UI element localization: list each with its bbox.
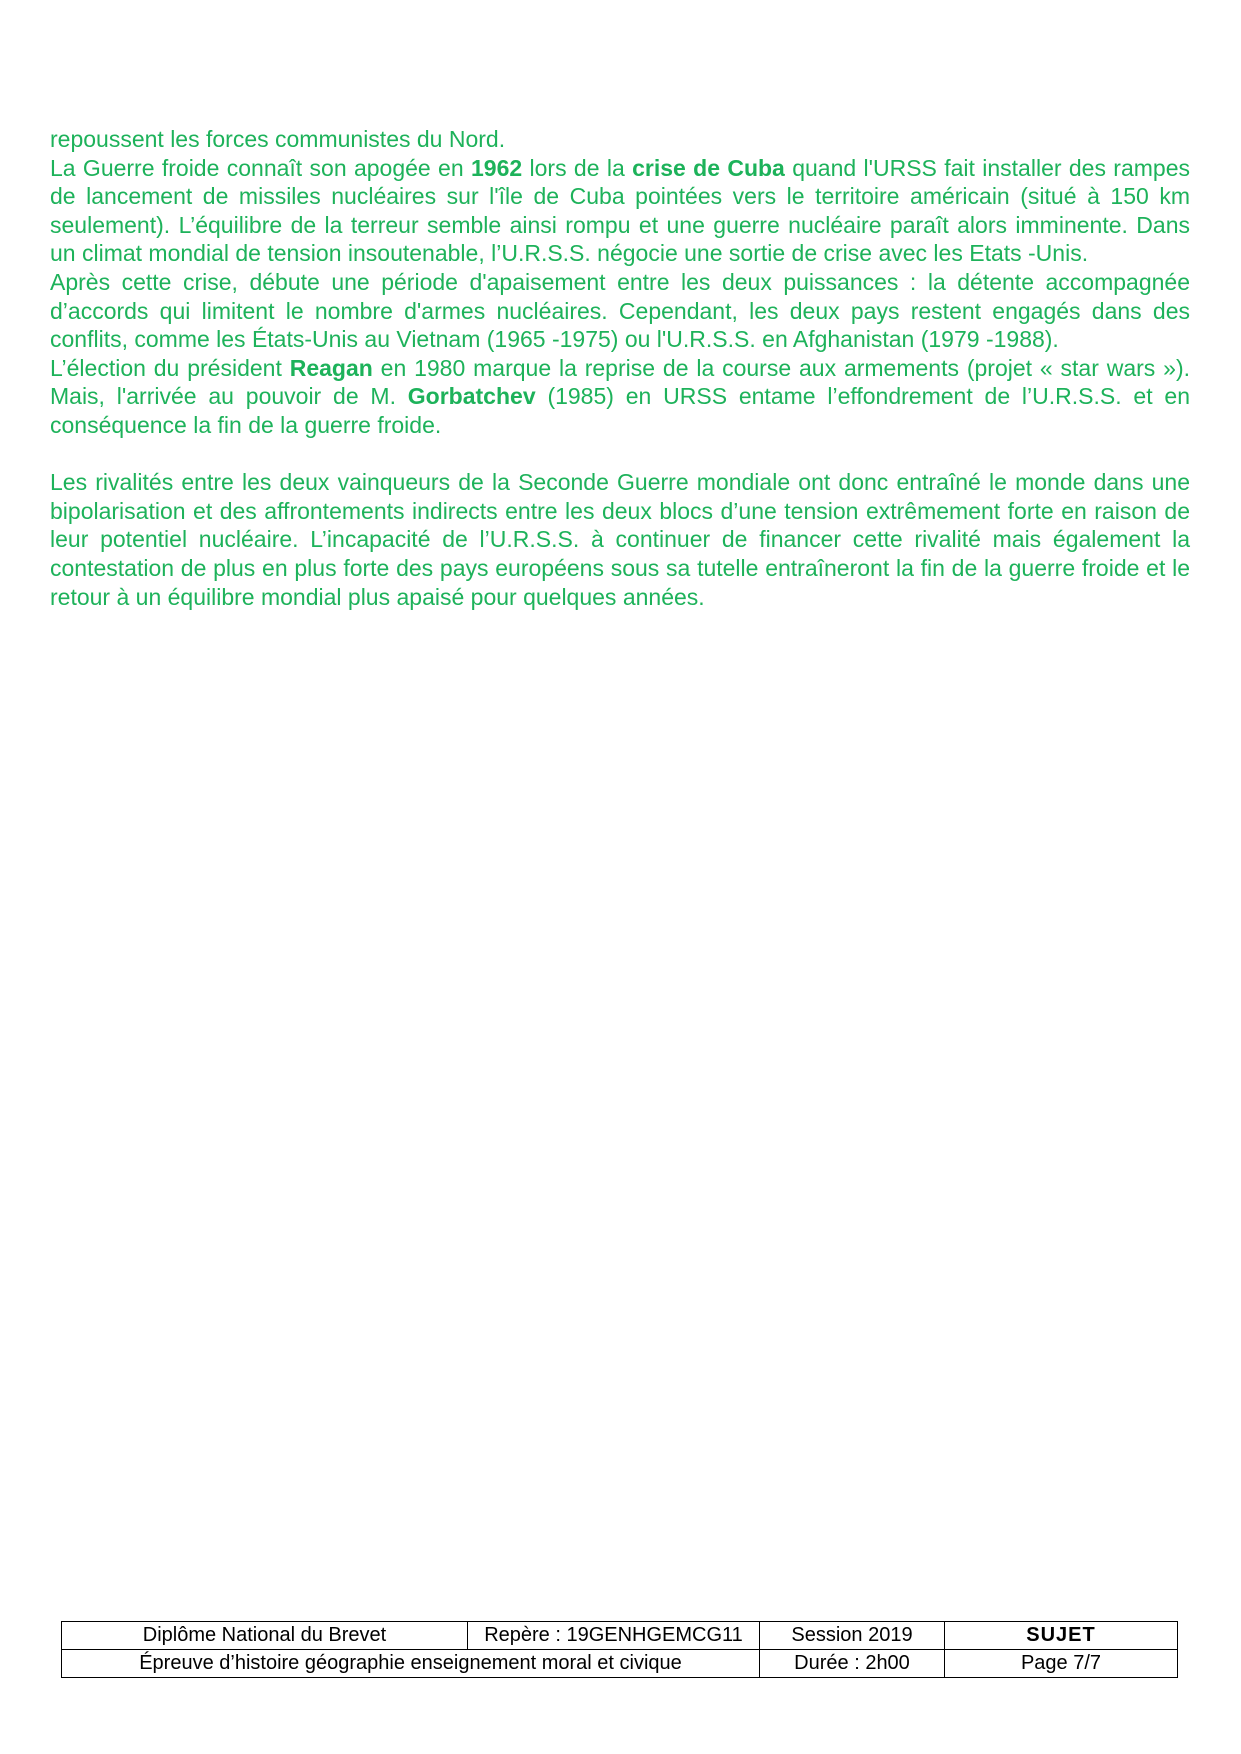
- page-number-cell: Page 7/7: [945, 1650, 1178, 1678]
- diploma-cell: Diplôme National du Brevet: [62, 1622, 468, 1650]
- paragraph-conclusion: Les rivalités entre les deux vainqueurs de la Seconde Guerre mondiale ont donc entraîné le monde dans une bipolarisation et des affrontements indirects entre les deux blocs d’une tension extrêmement forte en raison de leur potentiel nucléaire. L’incapacité de l’U.R.S.S. à continuer de financer cette rivalité mais également la contestation de plus en plus forte des pays européens sous sa tutelle entraîneront la fin de la guerre froide et le retour à un équilibre mondial plus apaisé pour quelques années.: [50, 469, 1190, 610]
- epreuve-cell: Épreuve d’histoire géographie enseignement moral et civique: [62, 1650, 760, 1678]
- text-segment: L’élection du président: [50, 354, 290, 381]
- footer-row-2: [62, 1650, 1178, 1678]
- sujet-cell: SUJET: [945, 1622, 1178, 1650]
- text-segment: La Guerre froide connaît son apogée en: [50, 154, 471, 181]
- text-segment: (1985) en URSS entame l’effondrement de l’U.R.S.S. et en conséquence la fin de la guerre froide.: [50, 383, 1190, 438]
- cuba-crisis-term: crise de Cuba: [632, 154, 785, 181]
- paragraph-korea-end: repoussent les forces communistes du Nord.: [50, 126, 506, 152]
- session-cell: Session 2019: [760, 1622, 945, 1650]
- exam-footer-table: [61, 1621, 1178, 1678]
- paragraph-detente: Après cette crise, débute une période d'apaisement entre les deux puissances : la détente accompagnée d’accords qui limitent le nombre d'armes nucléaires. Cependant, les deux pays restent engagés dans des conflits, comme les États-Unis au Vietnam (1965 -1975) ou l'U.R.S.S. en Afghanistan (1979 -1988).: [50, 268, 1190, 353]
- paragraph-cuba-crisis: [50, 154, 1190, 268]
- year-1962: 1962: [470, 154, 523, 181]
- gorbatchev-name: Gorbatchev: [407, 383, 536, 410]
- reagan-name: Reagan: [289, 354, 373, 381]
- paragraph-reagan-gorbatchev: [50, 354, 1190, 440]
- duree-cell: Durée : 2h00: [760, 1650, 945, 1678]
- text-segment: lors de la: [522, 154, 633, 181]
- paragraph-spacer: [50, 440, 1190, 469]
- footer-row-1: [62, 1622, 1178, 1650]
- text-segment: en 1980 marque la reprise de la course aux armements (projet « star wars »). Mais, l'arrivée au pouvoir de M.: [50, 354, 1191, 410]
- text-segment: quand l'URSS fait installer des rampes de lancement de missiles nucléaires sur l'île de Cuba pointées vers le territoire américain (situé à 150 km seulement). L’équilibre de la terreur semble ainsi rompu et une guerre nucléaire paraît alors imminente. Dans un climat mondial de tension insoutenable, l’U.R.S.S. négocie une sortie de crise avec les Etats -Unis.: [50, 154, 1190, 267]
- document-body: [50, 125, 1190, 611]
- repere-cell: Repère : 19GENHGEMCG11: [468, 1622, 760, 1650]
